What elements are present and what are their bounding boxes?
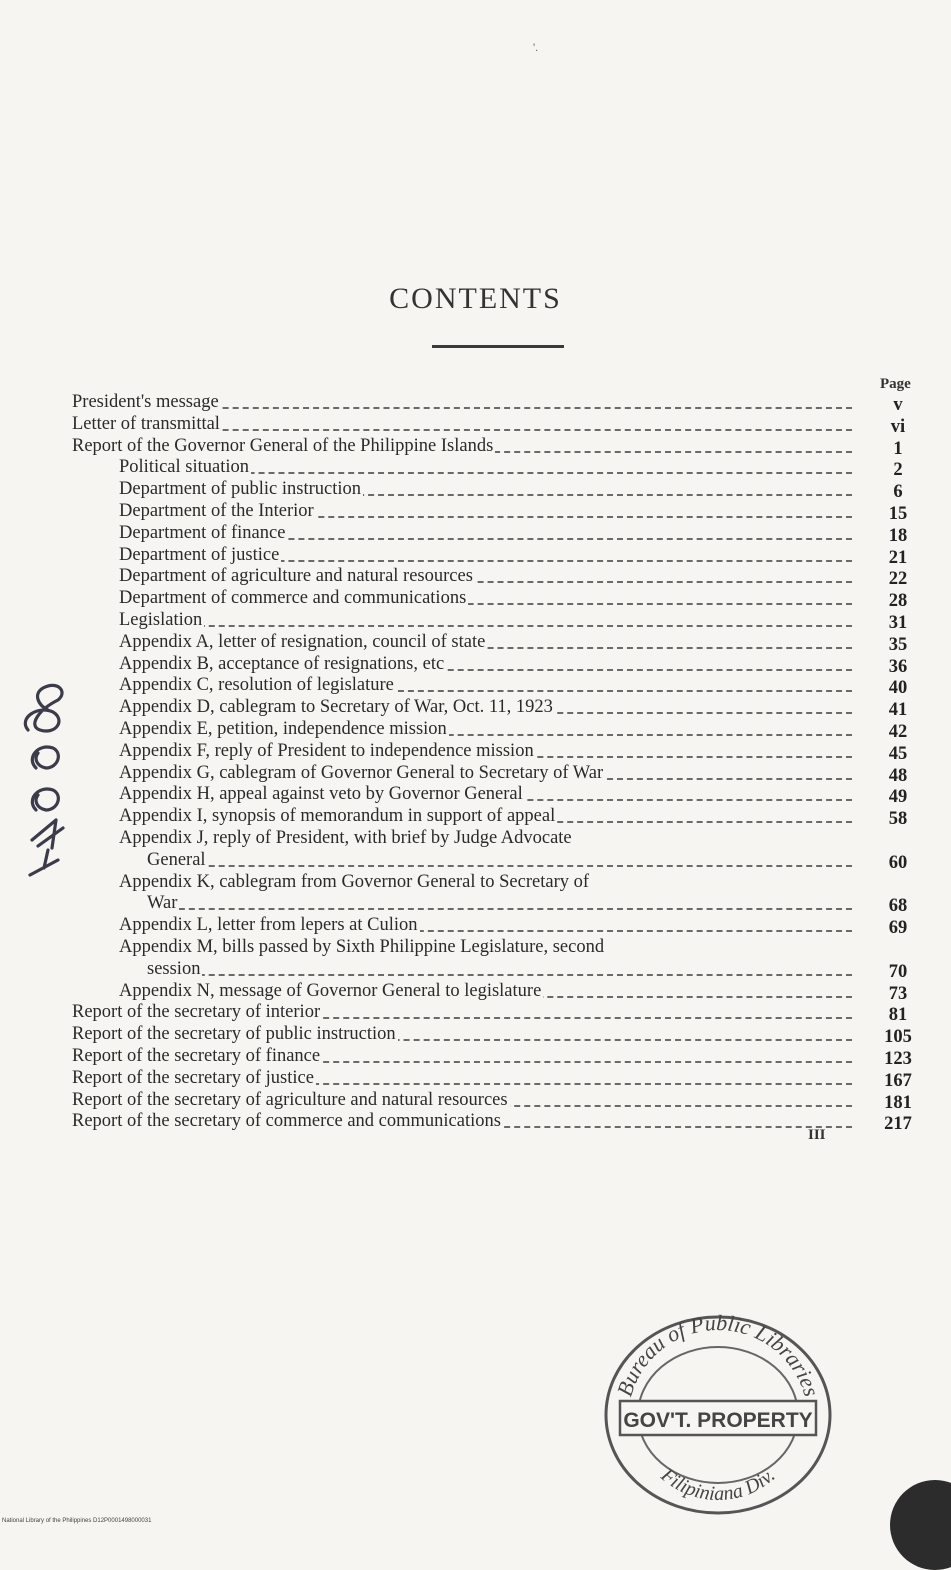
toc-entry-title: Appendix M, bills passed by Sixth Philippine Legislature, second	[119, 937, 605, 957]
toc-page-number: 6	[893, 482, 903, 503]
dot-leader	[112, 429, 852, 431]
toc-page-number: 35	[888, 634, 908, 655]
toc-entry	[0, 566, 951, 588]
toc-page-number: 1	[893, 438, 903, 459]
toc-entry-title: Appendix H, appeal against veto by Governor General	[119, 784, 523, 805]
toc-page-number: vi	[890, 416, 906, 437]
toc-entry-title: Department of the Interior	[119, 501, 314, 521]
dot-leader	[112, 407, 852, 409]
toc-page-number: 21	[888, 547, 908, 568]
toc-entry-title: Political situation	[119, 457, 250, 478]
toc-entry	[0, 457, 951, 479]
toc-entry-title: Report of the secretary of public instruction	[72, 1024, 396, 1045]
toc-entry-title: Department of finance	[119, 522, 286, 543]
toc-entry	[0, 806, 951, 828]
toc-entry	[0, 741, 951, 763]
toc-entry	[0, 1046, 951, 1068]
toc-entry	[0, 501, 951, 523]
toc-page-number: 42	[888, 722, 908, 742]
toc-entry-title: Appendix C, resolution of legislature	[119, 675, 394, 696]
toc-page-number: 45	[888, 743, 908, 764]
toc-entry	[0, 479, 951, 501]
toc-page-number: 69	[888, 918, 908, 939]
toc-page-number: 105	[884, 1027, 912, 1048]
toc-entry-title: Appendix D, cablegram to Secretary of War, Oct. 11, 1923	[119, 697, 553, 718]
toc-page-number: 70	[888, 961, 908, 982]
toc-page-number: 40	[888, 678, 908, 699]
toc-entry	[0, 1090, 951, 1112]
toc-entry-title: Report of the Governor General of the Philippine Islands	[72, 435, 494, 456]
toc-entry-title: Appendix B, acceptance of resignations, etc	[119, 653, 445, 674]
dot-leader	[159, 625, 852, 627]
toc-page-number: 167	[884, 1070, 912, 1091]
toc-page-number: 217	[884, 1114, 912, 1135]
toc-entry	[0, 763, 951, 785]
toc-entry	[0, 915, 951, 937]
toc-entry-title: Appendix K, cablegram from Governor General to Secretary of	[119, 871, 590, 892]
toc-page-number: 2	[893, 460, 903, 481]
toc-entry-title: Report of the secretary of interior	[72, 1002, 321, 1023]
toc-entry	[0, 523, 951, 545]
toc-page-number: 60	[888, 852, 908, 873]
toc-page-number: 73	[888, 983, 908, 1004]
toc-entry-title: Appendix G, cablegram of Governor General to Secretary of War	[119, 762, 604, 783]
toc-entry-title: Department of commerce and communications	[119, 588, 467, 609]
toc-entry-title: Appendix J, reply of President, with brief by Judge Advocate	[119, 828, 572, 848]
toc-entry-title: Appendix F, reply of President to independence mission	[119, 740, 534, 761]
toc-entry-title: President's message	[72, 392, 219, 412]
library-stamp	[598, 1305, 838, 1515]
toc-entry-continuation: session	[147, 958, 201, 979]
toc-entry	[0, 1068, 951, 1090]
dot-leader	[149, 974, 852, 976]
title-rule	[432, 345, 564, 348]
toc-entry	[0, 1002, 951, 1024]
page-folio: III	[808, 1127, 826, 1143]
scan-footer: National Library of the Philippines D12P0001498000031	[2, 1518, 152, 1524]
toc-entry	[0, 414, 951, 436]
page-title: CONTENTS	[389, 282, 562, 315]
toc-entry-continuation: War	[147, 893, 178, 914]
toc-entry-title: Letter of transmittal	[72, 413, 220, 434]
toc-entry-continuation: General	[147, 849, 206, 870]
toc-entry	[0, 588, 951, 610]
toc-entry	[0, 610, 951, 632]
toc-entry-title: Department of justice	[119, 544, 280, 565]
toc-page-number: 181	[884, 1092, 912, 1113]
toc-page-number: v	[893, 395, 903, 415]
dot-leader	[149, 908, 852, 910]
toc-entry	[0, 828, 951, 872]
toc-entry	[0, 937, 951, 981]
toc-entry	[0, 784, 951, 806]
toc-page-number: 81	[888, 1005, 908, 1026]
toc-page-number: 48	[888, 765, 908, 786]
toc-page-number: 41	[888, 700, 908, 721]
toc-page-number: 49	[888, 787, 908, 808]
toc-entry	[0, 675, 951, 697]
toc-page-number: 15	[888, 504, 908, 524]
toc-page-number: 18	[888, 525, 908, 546]
toc-entry-title: Appendix E, petition, independence mission	[119, 719, 447, 739]
toc-entry	[0, 719, 951, 741]
toc-page-number: 58	[888, 809, 908, 830]
toc-entry-title: Report of the secretary of agriculture and natural resources	[72, 1089, 508, 1110]
toc-entry	[0, 632, 951, 654]
toc-entry	[0, 1024, 951, 1046]
page-column-header: Page	[880, 376, 911, 392]
stamp-bottom-text: Filipiniana Div.	[656, 1464, 780, 1506]
toc-entry-title: Report of the secretary of commerce and communications	[72, 1111, 501, 1132]
stamp-center-text: GOV'T. PROPERTY	[623, 1409, 813, 1432]
toc-entry-title: Department of agriculture and natural resources	[119, 566, 473, 587]
toc-entry	[0, 436, 951, 458]
toc-entry	[0, 697, 951, 719]
toc-entry	[0, 654, 951, 676]
toc-entry-title: Legislation	[119, 610, 203, 630]
dot-leader	[159, 472, 852, 474]
toc-page-number: 31	[888, 613, 908, 633]
toc-page-number: 68	[888, 896, 908, 917]
toc-entry	[0, 545, 951, 567]
toc-page-number: 36	[888, 656, 908, 677]
stamp-top-text: Bureau of Public Libraries	[611, 1309, 825, 1400]
scan-corner-shadow	[890, 1480, 951, 1570]
toc-entry-title: Appendix N, message of Governor General to legislature	[119, 980, 542, 1001]
toc-entry	[0, 981, 951, 1003]
dot-leader	[149, 865, 852, 867]
toc-entry	[0, 872, 951, 916]
toc-entry-title: Report of the secretary of finance	[72, 1046, 321, 1066]
toc-entry-title: Appendix L, letter from lepers at Culion	[119, 915, 418, 936]
toc-page-number: 123	[884, 1049, 912, 1069]
toc-entry-title: Appendix I, synopsis of memorandum in support of appeal	[119, 806, 556, 827]
top-mark: '.	[533, 40, 539, 54]
handwritten-number	[8, 650, 78, 880]
toc-entry-title: Report of the secretary of justice	[72, 1067, 314, 1088]
svg-text:Bureau of Public Libraries	[612, 1310, 825, 1399]
toc-entry	[0, 392, 951, 414]
toc-entry-title: Department of public instruction	[119, 479, 361, 500]
toc-entry-title: Appendix A, letter of resignation, council of state	[119, 631, 486, 652]
toc-page-number: 22	[888, 569, 908, 590]
toc-page-number: 28	[888, 591, 908, 612]
svg-text:Filipiniana Div.	[656, 1463, 779, 1505]
